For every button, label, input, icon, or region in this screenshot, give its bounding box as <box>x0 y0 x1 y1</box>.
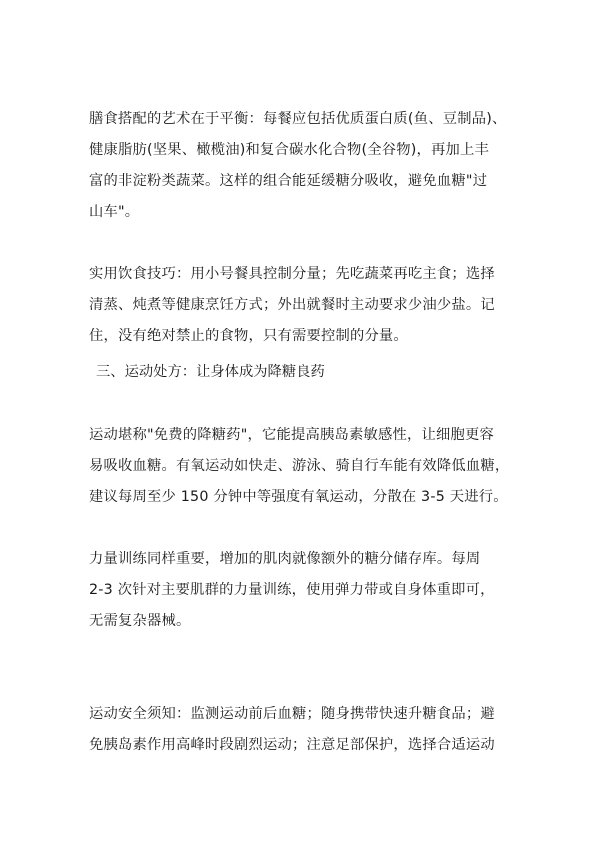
text-line: 易吸收血糖。有氧运动如快走、游泳、骑自行车能有效降低血糖， <box>89 458 510 474</box>
text-line: 2-3 次针对主要肌群的力量训练，使用弹力带或自身体重即可， <box>89 582 495 598</box>
section-heading: 三、运动处方：让身体成为降糖良药 <box>96 364 325 380</box>
text-line: 健康脂肪(坚果、橄榄油)和复合碳水化合物(全谷物)，再加上丰 <box>89 142 490 158</box>
text-line: 清蒸、炖煮等健康烹饪方式；外出就餐时主动要求少油少盐。记 <box>89 297 495 313</box>
paragraph-strength-training <box>89 544 517 637</box>
text-line: 膳食搭配的艺术在于平衡：每餐应包括优质蛋白质(鱼、豆制品)、 <box>89 111 507 127</box>
text-line: 力量训练同样重要，增加的肌肉就像额外的糖分储存库。每周 <box>89 551 481 567</box>
text-line: 山车"。 <box>89 204 140 220</box>
paragraph-exercise-safety <box>89 699 517 761</box>
text-line: 运动安全须知：监测运动前后血糖；随身携带快速升糖食品；避 <box>89 706 495 722</box>
text-line: 富的非淀粉类蔬菜。这样的组合能延缓糖分吸收，避免血糖"过 <box>89 173 488 189</box>
paragraph-diet-tips <box>89 259 517 352</box>
text-line: 运动堪称"免费的降糖药"，它能提高胰岛素敏感性，让细胞更容 <box>89 427 494 443</box>
paragraph-exercise-benefits <box>89 420 517 513</box>
text-line: 免胰岛素作用高峰时段剧烈运动；注意足部保护，选择合适运动 <box>89 737 495 753</box>
text-line: 无需复杂器械。 <box>89 613 191 629</box>
text-line: 建议每周至少 150 分钟中等强度有氧运动，分散在 3-5 天进行。 <box>89 489 508 505</box>
text-line: 住，没有绝对禁止的食物，只有需要控制的分量。 <box>89 328 408 344</box>
paragraph-meal-balance <box>89 104 517 228</box>
text-line: 实用饮食技巧：用小号餐具控制分量；先吃蔬菜再吃主食；选择 <box>89 266 495 282</box>
